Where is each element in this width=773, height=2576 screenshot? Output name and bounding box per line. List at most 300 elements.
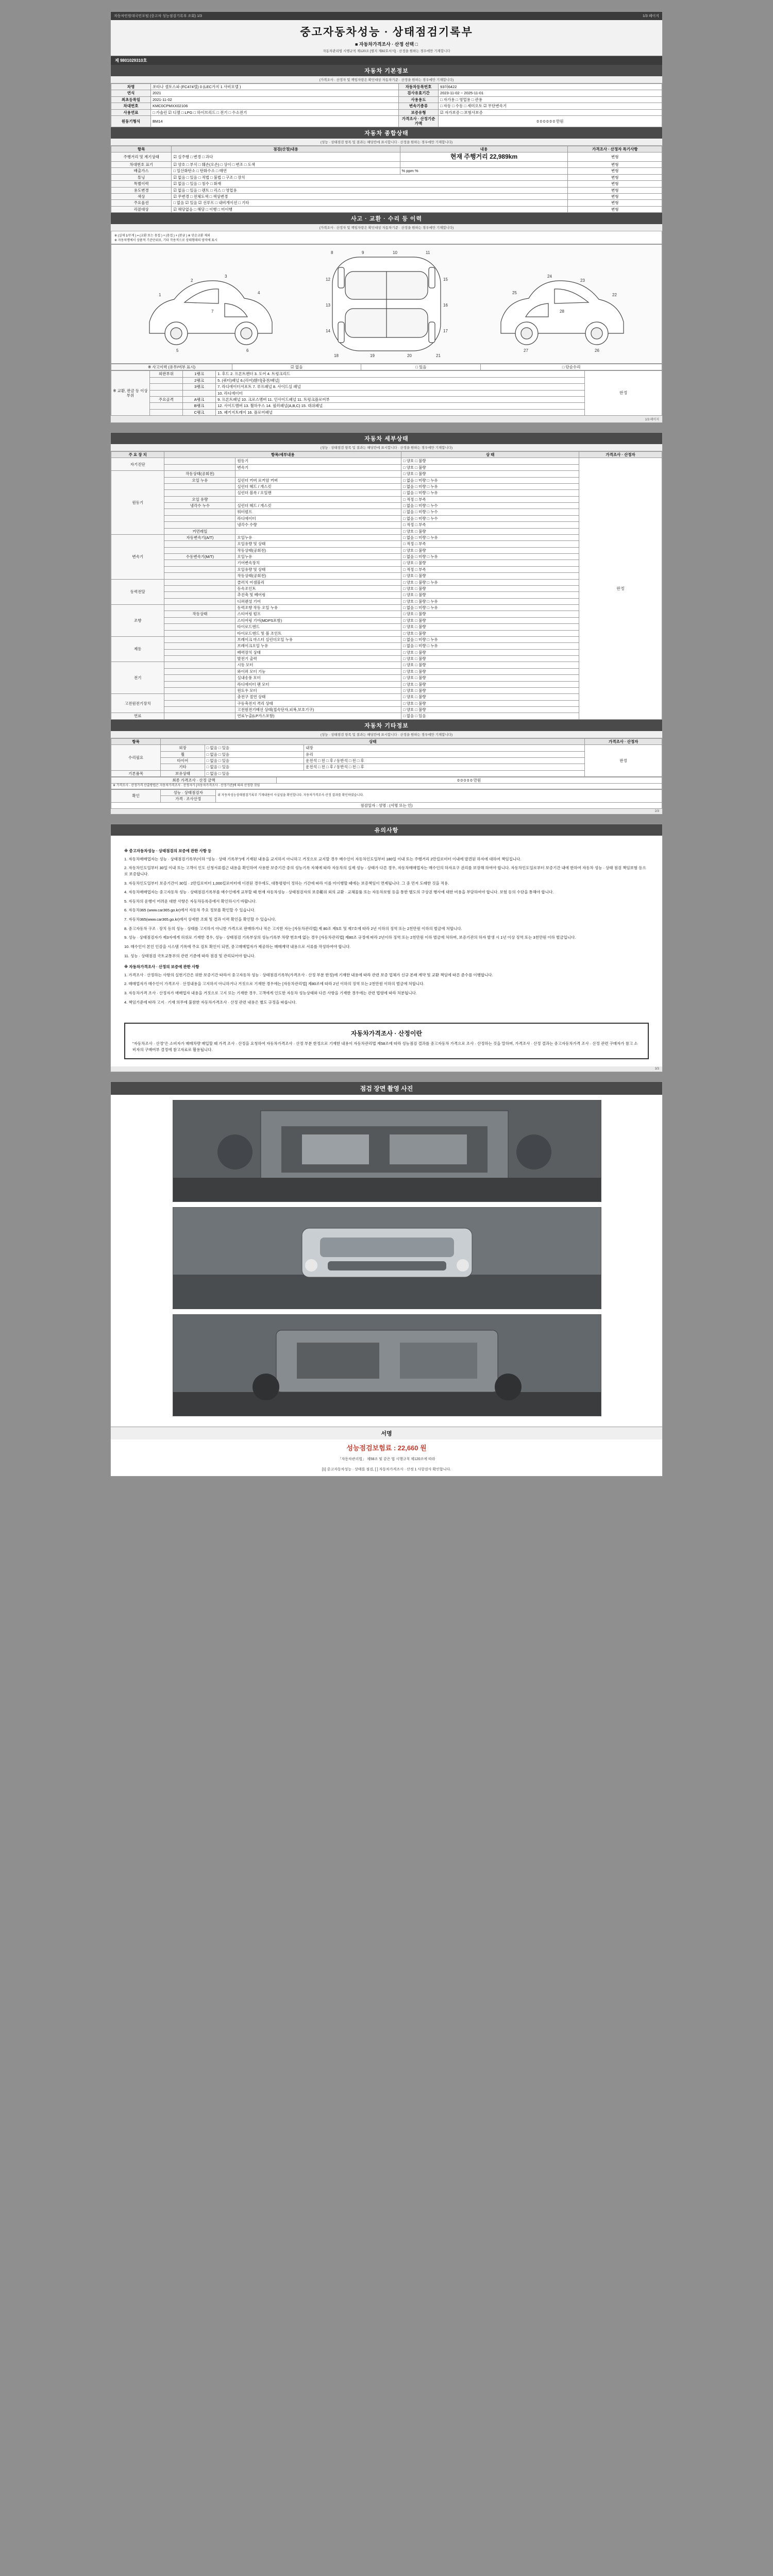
detail-item-label: 발전기 출력: [236, 656, 401, 662]
inspection-photo-engine-bay: [173, 1100, 601, 1202]
table-row: [111, 152, 662, 162]
photos-title: 점검 장면 촬영 사진: [111, 1082, 662, 1095]
frame-sub: 2랭크: [182, 377, 215, 383]
overall-note: 변형: [568, 193, 662, 199]
table-row: [111, 168, 662, 174]
basic-label: 차명: [111, 84, 151, 90]
detail-item-options[interactable]: □ 양호 □ 불량: [401, 694, 579, 700]
notice-item: 10. 매수인이 본인 인감을 시스템 기록에 주요 검토 확인이 되면, 중고매매업자가 제공하는 매매계약 내용으로 서류를 작성하여야 합니다.: [124, 944, 351, 949]
notice-item: 1. 가격조사 · 산정하는 사항의 실현기간은 위한 보증기간 따라서 중고자동차 성능 · 상태점검기록부(가격조사 · 산정 부분 한정)에 기재한 내용에 따라 관련 보증 업체가 신규 본래 계약 및 교환 책임에 따른 준수를 이행합니다.: [124, 972, 493, 977]
frame-sub: B랭크: [182, 403, 215, 409]
detail-item-options[interactable]: □ 적정 □ 부족: [401, 566, 579, 572]
detail-item-options[interactable]: □ 양호 □ 불량: [401, 656, 579, 662]
car-damage-diagram: [111, 244, 662, 364]
detail-item-options[interactable]: □ 없음 □ 미량 □ 누유: [401, 483, 579, 489]
table-row: [111, 784, 662, 789]
final-price-value: 0 0 0 0 0 만원: [276, 777, 662, 784]
detail-item-label: 원동기: [236, 458, 401, 464]
detail-subgroup: [164, 522, 236, 528]
detail-group-name: 동력전달: [111, 579, 164, 605]
notice-head-1: ※ 중고자동차성능 · 상태점검의 보증에 관한 사항 등: [124, 849, 212, 853]
detail-group-name: 제동: [111, 636, 164, 662]
legal-line-2: [1] 중고자동차성능 · 상태를 점검, [ ] 자동차가격조사 · 산정 1 사항검사 확인합니다.: [322, 1468, 451, 1472]
sign-right-label: 가격 · 조사산정: [161, 796, 216, 802]
frame-sub: A랭크: [182, 396, 215, 402]
svg-text:6: 6: [246, 348, 249, 353]
svg-text:21: 21: [436, 353, 441, 358]
detail-item-label: 충전구 절연 상태: [236, 694, 401, 700]
notice-item: 4. 자동차매매업자는 중고자동차 성능 · 상태점검기록부를 매수인에게 교부할 때 현재 자동차성능 · 상태점검자의 보증範위 외의 교환 · 교체물품 또는 자동차보험 등을 통한 별도의 구상권 행사에 대한 비용을 부담하여야 합니다. 보험 등의 수단을 통해야 합니다.: [124, 890, 554, 895]
detail-group-name: 자기진단: [111, 458, 164, 471]
detail-item-label: 오일유량 및 상태: [236, 566, 401, 572]
detail-subgroup: [164, 643, 236, 649]
detail-item-options[interactable]: □ 양호 □ 불량 □ 누유: [401, 598, 579, 604]
detail-item-label: 배력장치 상태: [236, 649, 401, 655]
basic-label: 원동기형식: [111, 115, 151, 127]
detail-item-options[interactable]: □ 없음 □ 미량 □ 누수: [401, 503, 579, 509]
overall-note: 변형: [568, 206, 662, 212]
notice-item: 9. 성능 · 상태점검자가 제3자에게 허위로 기재한 경우, 성능 · 상태점검 기록부상의 성능기록부 차량 번호에 없는 경우 [자동차관리법] 제80조 규정에 따라 2년이하 징역 또는 2천만원 이하 벌금에 처하며, 보증기관의 하자 발생 시 1년 이상 징역 또는 3천만원 이하 벌금입니다.: [124, 935, 576, 940]
table-row: [111, 174, 662, 180]
frame-sub: 3랭크: [182, 384, 215, 390]
detail-item-options[interactable]: □ 없음 □ 미량 □ 누유: [401, 605, 579, 611]
document-header: [111, 20, 662, 56]
basic-value: □ 가솔린 ☑ 디젤 □ LPG □ 하이브리드 □ 전기 □ 수소전기: [151, 109, 399, 115]
overall-note: 변형: [568, 174, 662, 180]
overall-note: 변형: [568, 168, 662, 174]
table-row: [111, 384, 662, 390]
table-row: [111, 377, 662, 383]
svg-text:19: 19: [370, 353, 375, 358]
detail-item-options[interactable]: □ 양호 □ 불량: [401, 687, 579, 693]
detail-item-label: 라디에이터: [236, 515, 401, 521]
detail-item-options[interactable]: □ 양호 □ 불량: [401, 617, 579, 623]
col-header: 주 요 장 치: [111, 452, 164, 458]
frame-cat: [149, 390, 182, 396]
frame-cat: [149, 377, 182, 383]
sheet-2: [110, 432, 663, 815]
table-row: [111, 193, 662, 199]
etc-opts: □ 없음 □ 있음: [205, 757, 304, 764]
etc-table: [111, 738, 662, 777]
detail-item-label: 고전원전기배선 상태(접속단자,피복,보호기구): [236, 707, 401, 713]
svg-text:15: 15: [443, 277, 448, 282]
detail-subgroup: [164, 605, 236, 611]
overall-category: 튜닝: [111, 174, 172, 180]
accident-history-table: [111, 364, 662, 370]
detail-subgroup: [164, 592, 236, 598]
basic-label: 사용연료: [111, 109, 151, 115]
overall-content: ☑ 없음 □ 있음 □ 적법 □ 불법 □ 구조 □ 장치: [172, 174, 568, 180]
signature-table: [111, 789, 662, 809]
accident-opt: ☑ 없음: [232, 364, 361, 370]
overall-category: 용도변경: [111, 187, 172, 193]
detail-item-options[interactable]: □ 양호 □ 불량: [401, 528, 579, 534]
notice-item: 8. 중고자동차 구조 · 장치 등의 성능 · 상태를 고지하지 아니한 가격으로 판매하거나 적은 고지한 자는 [자동차관리법] 제 80조 제5호 및 제7호에 따라 2년 이하의 징역 또는 2천만원 이하의 벌금에 처합니다.: [124, 926, 462, 931]
col-header: 가격조사 · 산정자 특기사항: [568, 146, 662, 152]
notice-item: 3. 자동차가격 조사 · 산정자가 매매업자 내용을 거짓으로 고지 또는 기재한 경우, 고객에게 인도한 자동차 성능상태와 다른 사항을 기재한 경우에는 관련 법령에 따라 처분됩니다.: [124, 991, 417, 995]
table-row: [111, 364, 662, 370]
detail-subgroup: [164, 675, 236, 681]
detail-subgroup: [164, 515, 236, 521]
etc-item: 보유상태: [161, 770, 205, 776]
detail-item-options[interactable]: □ 양호 □ 불량: [401, 458, 579, 464]
basic-value: 93허6422: [439, 84, 662, 90]
page-title: 중고자동차성능 · 상태점검기록부: [300, 26, 473, 38]
detail-subgroup: 자동변속기(A/T): [164, 534, 236, 540]
detail-subgroup: [164, 547, 236, 553]
basic-value: 2021: [151, 90, 399, 96]
svg-text:27: 27: [524, 348, 528, 353]
etc-opts: □ 없음 □ 있음: [205, 745, 304, 751]
table-row: [111, 200, 662, 206]
detail-item-label: 라디에이터 팬 모터: [236, 681, 401, 687]
notice-item-list-2: [124, 972, 649, 1006]
etc-opts: □ 없음 □ 있음: [205, 764, 304, 770]
notice-item: 3. 자동차인도일부터 보증기간이 30일 · 2만킬로미터 1,000킬로미터에 이전된 경우에도, 대통령령이 정하는 기간에 따라 이를 미이행할 때에는 보증책임이 면제됩니다. 그 중 먼저 도래한 것을 적용.: [124, 880, 449, 886]
detail-item-options[interactable]: □ 양호 □ 불량: [401, 560, 579, 566]
detail-group-name: 원동기: [111, 471, 164, 535]
detail-item-options[interactable]: □ 양호 □ 불량: [401, 611, 579, 617]
detail-group-name: 전기: [111, 662, 164, 694]
table-row: [111, 187, 662, 193]
detail-subgroup: [164, 707, 236, 713]
overall-content: ☑ 무변경 □ 전체도색 □ 색상변경: [172, 193, 568, 199]
table-row: [111, 802, 662, 808]
detail-item-options[interactable]: □ 양호 □ 불량: [401, 649, 579, 655]
notice-item: 2. 매매업자가 매수인이 가격조사 · 산정내용을 고지하지 아니하거나 거짓으로 기재한 경우에는 [자동차관리법] 제80조에 따라 2년 이하의 징역 또는 2천만원 이하의 벌금에 처합니다.: [124, 981, 425, 987]
detail-item-label: [236, 528, 401, 534]
notice-item: 4. 책임기준에 따라 고지 · 기재 의무에 불참한 자동차가격조사 · 산정 관련 내용은 별도 규정을 따릅니다.: [124, 999, 297, 1005]
basic-value: □ 자가용 □ 영업용 □ 관용: [439, 96, 662, 103]
frame-text: 10. 라디에이터: [216, 390, 585, 396]
notice-item: 1. 자동차매매업자는 성능 · 상태점검기록부(이하 "성능 · 상태 기록부")에 기재된 내용을 교지하지 아니하고 거짓으로 교지할 경우 매수인이 자동차인도일부터 180일 이내 또는 주행거리 2만킬로미터 이내에 발견된 하자에 대하여 책임집니다.: [124, 856, 522, 861]
table-row: [111, 789, 662, 795]
etc-item2: 유리: [304, 751, 585, 757]
detail-item-label: 냉각수 수량: [236, 522, 401, 528]
detail-item-label: 작동상태(공회전): [236, 573, 401, 579]
detail-item-label: 작동상태(공회전): [236, 547, 401, 553]
detail-subgroup: [164, 566, 236, 572]
frame-cat: [149, 403, 182, 409]
final-price-note: ※ 가격조사 · 산정가격 산출방법은 자동차가격조사 · 산정자가 [자동차가격조사 · 산정기준]에 따라 산정한 것임: [111, 784, 662, 789]
col-header: 항목: [111, 146, 172, 152]
detail-subgroup: 커먼레일: [164, 528, 236, 534]
detail-item-label: 추진축 및 베어링: [236, 592, 401, 598]
browser-left-text: 자동차민원대국민포털 (중고차 성능점검기록부 조회) 1/3: [114, 14, 202, 18]
col-header: 항목/세부내용: [164, 452, 401, 458]
table-row: [111, 764, 662, 770]
detail-subgroup: [164, 694, 236, 700]
basic-label: 검사유효기간: [399, 90, 439, 96]
svg-text:5: 5: [176, 348, 179, 353]
detail-body: [111, 458, 662, 719]
detail-item-options[interactable]: □ 양호 □ 불량: [401, 700, 579, 706]
detail-subgroup: 작동상태(공회전): [164, 471, 236, 477]
table-row: [111, 745, 662, 751]
table-header-row: [111, 738, 662, 744]
sheet-footer: 2/3: [111, 809, 662, 814]
detail-item-label: 등속조인트: [236, 585, 401, 591]
detail-subgroup: [164, 598, 236, 604]
frame-cat: [149, 384, 182, 390]
detail-item-label: 실린더 헤드 / 개스킷: [236, 503, 401, 509]
sheet-3: [110, 824, 663, 1072]
detail-item-options[interactable]: □ 없음 □ 미량 □ 누유: [401, 490, 579, 496]
detail-item-options[interactable]: □ 없음 □ 미량 □ 누유: [401, 477, 579, 483]
detail-item-options[interactable]: □ 양호 □ 불량: [401, 573, 579, 579]
detail-item-options[interactable]: □ 양호 □ 불량: [401, 681, 579, 687]
detail-subgroup: 수동변속기(M/T): [164, 554, 236, 560]
notice-title: 유의사항: [111, 824, 662, 836]
frame-parts-table: [111, 370, 662, 416]
detail-item-options[interactable]: □ 적정 □ 부족: [401, 496, 579, 502]
detail-subgroup: [164, 585, 236, 591]
basic-value: 0 0 0 0 0 0 만원: [439, 115, 662, 127]
notice-head-2: ※ 자동차가격조사 · 산정의 보증에 관한 사항: [124, 964, 199, 970]
detail-item-options[interactable]: □ 없음 □ 미량 □ 누유: [401, 534, 579, 540]
detail-item-label: 동력조향 작동 오일 누유: [236, 605, 401, 611]
detail-subgroup: 오일 누유: [164, 477, 236, 483]
mileage-value: 현재 주행거리 22,989km: [400, 152, 568, 162]
col-header: 가격조사 · 산정자: [579, 452, 662, 458]
overall-content: ☑ 실주행 □ 변경 □ 과다: [172, 152, 400, 162]
notice-item-list: [124, 856, 649, 959]
detail-subgroup: [164, 649, 236, 655]
detail-item-options[interactable]: □ 양호 □ 불량: [401, 471, 579, 477]
detail-subgroup: [164, 636, 236, 642]
basic-value: BM14: [151, 115, 399, 127]
svg-text:16: 16: [443, 303, 448, 308]
detail-subgroup: [164, 713, 236, 719]
table-row: [111, 181, 662, 187]
accident-line2: ※ 자동차명에서 상품적 기준단위로, 기타 작용적으로 상태형태의 영역에 표시: [114, 239, 217, 242]
detail-item-options[interactable]: □ 없음 □ 있음: [401, 713, 579, 719]
photo-engine-svg: [173, 1100, 601, 1201]
inspection-photo-underbody: [173, 1314, 601, 1416]
frame-text: 1. 후드 2. 프론트펜더 3. 도어 4. 트렁크리드: [216, 371, 585, 377]
legal-line-1: 「자동차관리법」 제58조 및 같은 법 시행규칙 제120조에 따라: [338, 1458, 435, 1462]
table-row: [111, 458, 662, 464]
basic-label: 차대번호: [111, 103, 151, 109]
detail-item-options[interactable]: □ 양호 □ 불량: [401, 547, 579, 553]
detail-item-label: 타이로드엔드: [236, 624, 401, 630]
declaration-title: 자동차가격조사 · 산정이란: [350, 1030, 423, 1038]
frame-text: 5. (쿼터)패널 6.(리어)휀더[충전/패널]: [216, 377, 585, 383]
document-page: [0, 11, 773, 1477]
section-accident-title: 사고 · 교환 · 수리 등 이력: [111, 213, 662, 224]
frame-sub: [182, 390, 215, 396]
svg-text:1: 1: [159, 293, 161, 297]
overall-note: 변형: [568, 181, 662, 187]
sign-left-label: 성능 · 상태점검자: [161, 789, 216, 795]
basic-info-table: [111, 83, 662, 127]
frame-cat: 주요골격: [149, 396, 182, 402]
sign-block-label: 확인: [111, 789, 161, 802]
detail-item-options[interactable]: □ 양호 □ 불량: [401, 592, 579, 598]
svg-text:24: 24: [547, 274, 552, 279]
basic-value: 쏘타나 셀토스파 (FC474텔) 0 (LEC가지 1 사비모델 ): [151, 84, 399, 90]
svg-text:8: 8: [331, 250, 333, 255]
detail-item-options[interactable]: □ 없음 □ 미량 □ 누수: [401, 509, 579, 515]
detail-item-label: 윈도우 모터: [236, 687, 401, 693]
basic-label: 사용용도: [399, 96, 439, 103]
detail-item-label: 구동축전지 격리 상태: [236, 700, 401, 706]
final-price-table: [111, 777, 662, 789]
svg-text:28: 28: [560, 309, 564, 314]
section-overall-title: 자동차 종합상태: [111, 127, 662, 139]
table-row: [111, 396, 662, 402]
detail-item-label: 스티어링 펌프: [236, 611, 401, 617]
detail-item-options[interactable]: □ 양호 □ 불량: [401, 585, 579, 591]
basic-label: 자동차등록번호: [399, 84, 439, 90]
detail-item-label: 스티어링 기어(MDPS포함): [236, 617, 401, 623]
notice-item: 5. 자동차의 운행이 어려운 대한 사항은 자동차등록증에서 확인하시기 바랍니다.: [124, 899, 257, 904]
detail-subgroup: [164, 681, 236, 687]
table-row: [111, 109, 662, 115]
section-detail-sub: (성능 · 상태점검 항목 및 결과는 해당칸에 표시합니다 · 산정을 원하는 경우에만 기재합니다): [111, 444, 662, 451]
detail-item-options[interactable]: □ 양호 □ 불량: [401, 464, 579, 470]
detail-item-label: 변속기: [236, 464, 401, 470]
svg-text:7: 7: [211, 309, 214, 314]
table-row: [111, 84, 662, 90]
detail-item-options[interactable]: □ 없음 □ 미량 □ 누유: [401, 554, 579, 560]
detail-item-label: 클러치 어셈블리: [236, 579, 401, 585]
car-diagram-svg: [129, 245, 644, 362]
overall-note-extra: % ppm %: [400, 168, 568, 174]
notice-item: 2. 자동차인도일부터 30일 이내 또는 고객이 인도 신청서류접근 내용을 확인하여 사용한 보증기간 중의 성능기록 자체에 따라 자동차의 실제 성능 · 상태가 다른 경우, 자동차매매업자는 매수인의 하자요구 권리를 보장해 하여야 합니다. 자동차인도일로부터 보증기간 내에 한하여 자동차 성능 · 상태 점검 책임보험 등으로 보증합니다.: [124, 866, 646, 876]
etc-opts: □ 없음 □ 있음: [205, 770, 585, 776]
overall-category: 주행거리 및 계기상태: [111, 152, 172, 162]
section-accident-sub: (가격조사 · 산정자 및 책임자랑은 확인대상 자동차기준 · 산정을 원하는 경우에만 기재합니다): [111, 224, 662, 231]
detail-item-label: 오일누유: [236, 534, 401, 540]
overall-category: 주요옵션: [111, 200, 172, 206]
basic-value: ☑ 자가보증 □ 보험사보증: [439, 109, 662, 115]
detail-subgroup: [164, 662, 236, 668]
detail-item-label: 오일유량 및 상태: [236, 541, 401, 547]
accident-opt: □ 있음: [361, 364, 481, 370]
browser-topbar: [111, 12, 662, 20]
detail-item-options[interactable]: □ 양호 □ 불량: [401, 662, 579, 668]
detail-subgroup: [164, 687, 236, 693]
table-row: [111, 409, 662, 415]
detail-subgroup: [164, 630, 236, 636]
table-row: [111, 103, 662, 109]
detail-subgroup: [164, 458, 236, 464]
overall-category: 특별이력: [111, 181, 172, 187]
svg-text:11: 11: [426, 250, 430, 255]
detail-item-label: 브레이크 마스터 실린더오일 누유: [236, 636, 401, 642]
final-price-label: 최종 가격조사 · 산정 금액: [111, 777, 277, 784]
accident-legend: [111, 231, 662, 244]
header-subtitle: ■ 자동차가격조사 · 산정 선택 □: [355, 42, 418, 47]
table-row: [111, 371, 662, 377]
frame-cat: 외판부위: [149, 371, 182, 377]
detail-item-label: [236, 496, 401, 502]
detail-subgroup: [164, 560, 236, 566]
detail-item-options[interactable]: □ 양호 □ 불량: [401, 675, 579, 681]
detail-subgroup: 냉각수 누수: [164, 503, 236, 509]
sign-note: 위 자동차성능상태점검기록부 기재내용이 사실임을 확인합니다. 자동차가격조사·산정 결과를 확인하였습니다.: [216, 789, 662, 802]
overall-content: ☑ 없음 □ 있음 □ 침수 □ 화재: [172, 181, 568, 187]
sheet-1: [110, 11, 663, 423]
document-number: 제 9801029310호: [111, 56, 662, 65]
section-detail-title: 자동차 세부상태: [111, 433, 662, 444]
detail-item-label: 와이퍼 모터 기능: [236, 668, 401, 674]
table-row: [111, 757, 662, 764]
detail-subgroup: [164, 700, 236, 706]
notice-body: [111, 836, 662, 1015]
detail-subgroup: [164, 541, 236, 547]
table-row: [111, 162, 662, 168]
detail-subgroup: [164, 656, 236, 662]
svg-text:9: 9: [362, 250, 364, 255]
frame-text: 9. 프론트패널 10. 크로스멤버 11. 인사이드패널 11. 트렁크플로어부: [216, 396, 585, 402]
inspection-photo-front: [173, 1207, 601, 1309]
basic-value: 2021-11-02: [151, 96, 399, 103]
detail-item-options[interactable]: □ 양호 □ 불량: [401, 707, 579, 713]
overall-content: □ 없음 ☑ 있음 ☑ 선루프 □ 내비게이션 □ 기타: [172, 200, 568, 206]
etc-item: 외장: [161, 745, 205, 751]
section-basic-title: 자동차 기본정보: [111, 65, 662, 76]
detail-item-label: 타이로드엔드 및 볼 조인트: [236, 630, 401, 636]
detail-table: [111, 451, 662, 720]
table-header-row: [111, 146, 662, 152]
detail-item-options[interactable]: □ 적정 □ 부족: [401, 541, 579, 547]
basic-label: 보증유형: [399, 109, 439, 115]
detail-item-options[interactable]: □ 양호 □ 불량 □ 누유: [401, 579, 579, 585]
detail-item-options[interactable]: □ 양호 □ 불량: [401, 668, 579, 674]
detail-item-label: 실린더 블록 / 오일팬: [236, 490, 401, 496]
detail-subgroup: 오일 유량: [164, 496, 236, 502]
detail-subgroup: [164, 464, 236, 470]
detail-item-options[interactable]: □ 없음 □ 미량 □ 누수: [401, 515, 579, 521]
col-header: 상 태: [401, 452, 579, 458]
detail-subgroup: [164, 579, 236, 585]
overall-note: 변형: [568, 187, 662, 193]
overall-note: 변형: [568, 152, 662, 162]
svg-text:12: 12: [326, 277, 330, 282]
detail-item-label: 실린더 헤드 / 개스킷: [236, 483, 401, 489]
etc-cat: 기본품목: [111, 770, 161, 776]
etc-item2: 운전석 □ 전 □ 후 / 동반석 □ 전 □ 후: [304, 764, 585, 770]
detail-item-label: 연료누출(LP가스포함): [236, 713, 401, 719]
sheet-footer: 1/3 페이지: [111, 416, 662, 422]
accident-stamp: 판정: [585, 371, 662, 416]
etc-opts: □ 없음 □ 있음: [205, 751, 304, 757]
detail-group-name: 고전원전기장치: [111, 694, 164, 713]
detail-item-options[interactable]: □ 없음 □ 미량 □ 누유: [401, 643, 579, 649]
photo-front-svg: [173, 1208, 601, 1309]
declaration-box: [124, 1023, 649, 1059]
svg-text:17: 17: [443, 329, 448, 333]
detail-item-options[interactable]: □ 없음 □ 미량 □ 누유: [401, 636, 579, 642]
accident-line1: ※ (실제 1/무게 ) = (교환 또는 용접 ) + (용접 ) + (판금 ) ※ 단순교환 제외: [114, 234, 210, 238]
detail-item-label: [236, 471, 401, 477]
section-etc-sub: (성능 · 상태점검 항목 및 결과는 해당칸에 표시합니다 · 산정을 원하는 경우에만 기재합니다): [111, 731, 662, 738]
detail-item-options[interactable]: □ 적정 □ 부족: [401, 522, 579, 528]
detail-item-options[interactable]: □ 양호 □ 불량: [401, 624, 579, 630]
photo-under-svg: [173, 1315, 601, 1416]
table-row: [111, 403, 662, 409]
overall-category: 배출가스: [111, 168, 172, 174]
table-row: [111, 96, 662, 103]
overall-content: □ 일산화탄소 □ 탄화수소 □ 매연: [172, 168, 400, 174]
overall-category: 차대번호 표기: [111, 162, 172, 168]
detail-item-options[interactable]: □ 양호 □ 불량: [401, 630, 579, 636]
overall-category: 색상: [111, 193, 172, 199]
svg-text:18: 18: [334, 353, 339, 358]
